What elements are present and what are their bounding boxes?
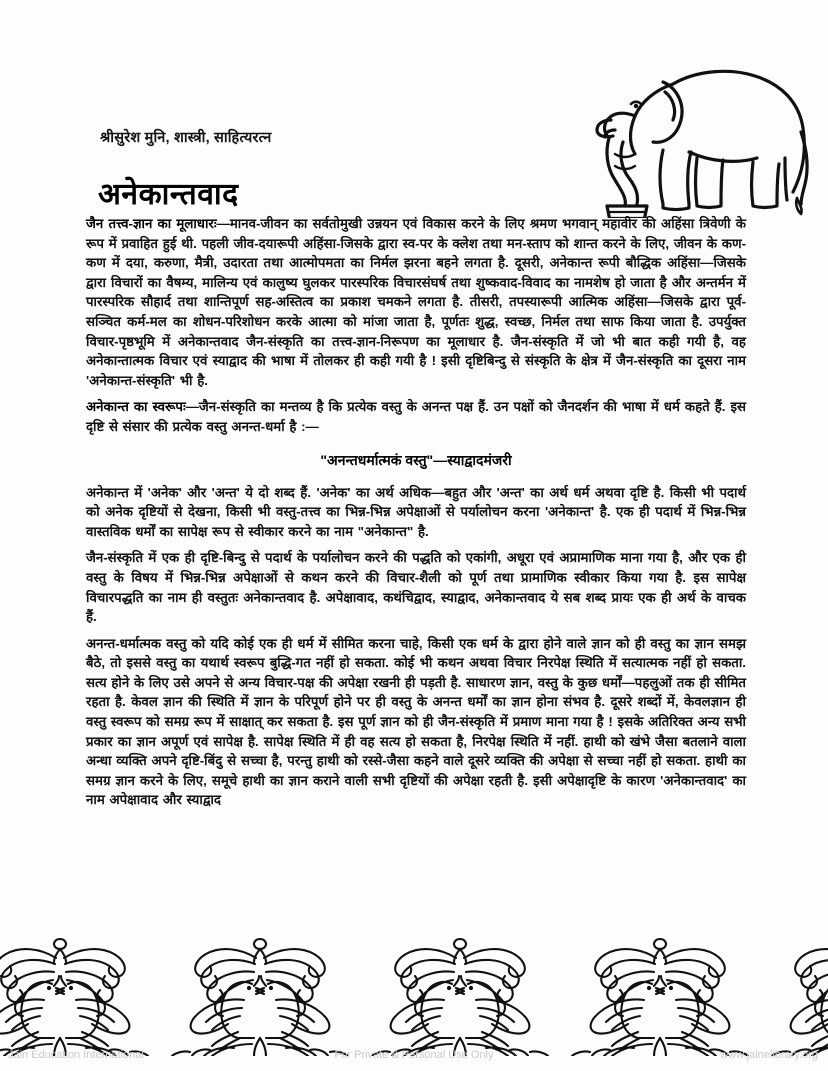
sanskrit-quote: "अनन्तधर्मात्मकं वस्तु"—स्याद्वादमंजरी (320, 451, 512, 468)
runin-heading-1: जैन तत्त्व-ज्ञान का मूलाधारः (86, 216, 217, 231)
article-body (86, 214, 746, 810)
dove-ornament-border (0, 928, 828, 1056)
paragraph-2 (86, 397, 746, 436)
footer-watermark-right: www.jainelibrary.org (720, 1049, 818, 1061)
footer-watermark-center: For Private & Personal Use Only (334, 1049, 494, 1061)
paragraph-4: जैन-संस्कृति में एक ही दृष्टि-बिन्दु से पदार्थ के पर्यालोचन करने की पद्धति को एकांगी, अधूरा एवं अप्रामाणिक माना गया है, और एक ही वस्तु के विषय में भिन्न-भिन्न अपेक्षाओं से कथन करने की विचार-शैली को पूर्ण तथा प्रामाणिक स्वीकार किया गया है. इस सापेक्ष विचारपद्धति का नाम ही वस्तुतः अनेकान्तवाद है. अपेक्षावाद, कथंचिद्वाद, स्याद्वाद, अनेकान्तवाद ये सब शब्द प्रायः एक ही अर्थ के वाचक हैं. (86, 550, 746, 625)
page-title: अनेकान्तवाद (98, 178, 239, 212)
paragraph-5: अनन्त-धर्मात्मक वस्तु को यदि कोई एक ही धर्म में सीमित करना चाहे, किसी एक धर्म के द्वारा होने वाले ज्ञान को ही वस्तु का ज्ञान समझ बैठे, तो इससे वस्तु का यथार्थ स्वरूप बुद्धि-गत नहीं हो सकता. कोई भी कथन अथवा विचार निरपेक्ष स्थिति में सत्यात्मक नहीं हो सकता. सत्य होने के लिए उसे अपने से अन्य विचार-पक्ष की अपेक्षा रखनी ही पड़ती है. साधारण ज्ञान, वस्तु के कुछ धर्मों—पहलुओं तक ही सीमित रहता है. केवल ज्ञान की स्थिति में ज्ञान के परिपूर्ण होने पर ही वस्तु के अनन्त धर्मों का ज्ञान होना संभव है. दूसरे शब्दों में, केवलज्ञान ही वस्तु स्वरूप को समग्र रूप में साक्षात् कर सकता है. इस पूर्ण ज्ञान को ही जैन-संस्कृति में प्रमाण माना गया है ! इसके अतिरिक्त अन्य सभी प्रकार का ज्ञान अपूर्ण एवं सापेक्ष है. सापेक्ष स्थिति में ही वह सत्य हो सकता है, निरपेक्ष स्थिति में नहीं. हाथी को खंभे जैसा बतलाने वाला अन्धा व्यक्ति अपने दृष्टि-बिंदु से सच्चा है, परन्तु हाथी को रस्से-जैसा कहने वाले दूसरे व्यक्ति की अपेक्षा से सच्चा नहीं हो सकता. हाथी का समग्र ज्ञान करने के लिए, समूचे हाथी का ज्ञान कराने वाली सभी दृष्टियों की अपेक्षा रहती है. इसी अपेक्षादृष्टि के कारण 'अनेकान्तवाद' का नाम अपेक्षावाद और स्याद्वाद (86, 635, 746, 808)
footer-watermark-left: Jain Education International (8, 1049, 144, 1061)
runin-heading-2: अनेकान्त का स्वरूपः (86, 399, 186, 415)
paragraph-1-text: —मानव-जीवन का सर्वतोमुखी उन्नयन एवं विकास करने के लिए श्रमण भगवान् महावीर की अहिंसा त्रिवेणी के रूप में प्रवाहित हुई थी. पहली जीव-दयारूपी अहिंसा-जिसके द्वारा स्व-पर के क्लेश तथा मन-स्ताप को शान्त करने के लिए, जीवन के कण-कण में दया, करुणा, मैत्री, उदारता तथा आत्मोपमता का निर्मल झरना बहने लगता है. दूसरी, अनेकान्त रूपी बौद्धिक अहिंसा—जिसके द्वारा विचारों का वैषम्य, मालिन्य एवं कालुष्य घुलकर पारस्परिक विचारसंघर्ष तथा शुष्कवाद-विवाद का नामशेष हो जाता है और अन्तर्मन में पारस्परिक सौहार्द तथा शान्तिपूर्ण सह-अस्तित्व का प्रकाश चमकने लगता है. तीसरी, तपस्यारूपी आत्मिक अहिंसा—जिसके द्वारा पूर्व-सञ्चित कर्म-मल का शोधन-परिशोधन करके आत्मा को मांजा जाता है, पूर्णतः शुद्ध, स्वच्छ, निर्मल तथा साफ किया जाता है. उपर्युक्त विचार-पृष्ठभूमि में अनेकान्तवाद जैन-संस्कृति का तत्त्व-ज्ञान-निरूपण का मूलाधार है. जैन-संस्कृति में जो भी बात कही गयी है, वह अनेकान्तात्मक विचार एवं स्याद्वाद की भाषा में तोलकर ही कही गयी है ! इसी दृष्टिबिन्दु से संस्कृति के क्षेत्र में जैन-संस्कृति का दूसरा नाम 'अनेकान्त-संस्कृति' भी है. (86, 216, 746, 388)
paragraph-1 (86, 214, 746, 390)
author-byline: श्रीसुरेश मुनि, शास्त्री, साहित्यरत्न (100, 130, 272, 146)
paragraph-2-text: —जैन-संस्कृति का मन्तव्य है कि प्रत्येक वस्तु के अनन्त पक्ष हैं. उन पक्षों को जैनदर्शन की भाषा में धर्म कहते हैं. इस दृष्टि से संसार की प्रत्येक वस्तु अनन्त-धर्मा है :— (86, 399, 746, 434)
paragraph-3: अनेकान्त में 'अनेक' और 'अन्त' ये दो शब्द हैं. 'अनेक' का अर्थ अधिक—बहुत और 'अन्त' का अर्थ धर्म अथवा दृष्टि है. किसी भी पदार्थ को अनेक दृष्टियों से देखना, किसी भी वस्तु-तत्त्व का भिन्न-भिन्न अपेक्षाओं से पर्यालोचन करना 'अनेकान्त' है. एक ही पदार्थ में भिन्न-भिन्न वास्तविक धर्मों का सापेक्ष रूप से स्वीकार करने का नाम "अनेकान्त" है. (86, 484, 746, 539)
elephant-illustration (585, 58, 825, 218)
